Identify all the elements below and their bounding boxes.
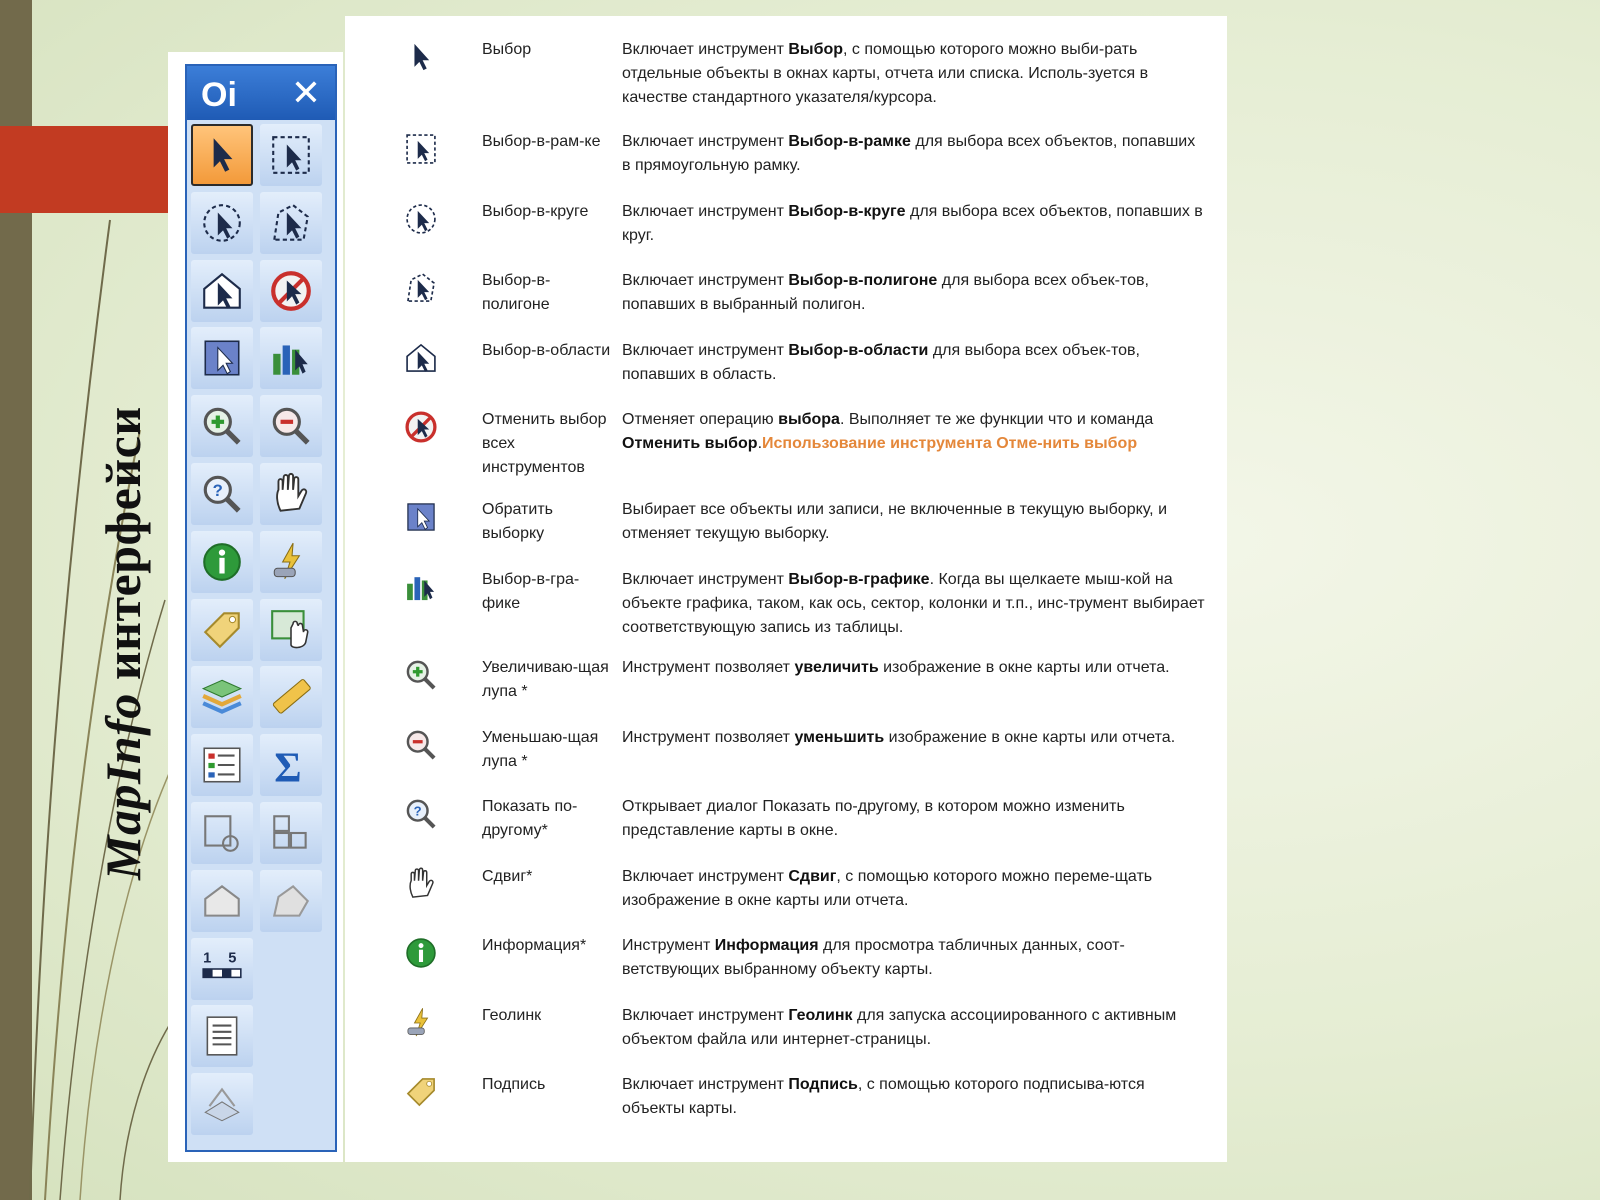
tool-name: Выбор bbox=[482, 41, 532, 58]
tool-name: Выбор-в-гра-фике bbox=[482, 571, 580, 612]
hotlink-icon bbox=[403, 1004, 439, 1042]
tool-description bbox=[622, 408, 1207, 456]
zoom-in-icon bbox=[199, 403, 245, 449]
tool-description bbox=[622, 269, 1207, 317]
toolbar-button-radius-select[interactable] bbox=[191, 192, 253, 254]
layer-control-icon bbox=[199, 674, 245, 720]
tool-description-text: Открывает диалог Показать по-другому, в котором можно изменить представление карты в окне. bbox=[622, 798, 1125, 839]
toolbar-button-boundary-select[interactable] bbox=[191, 260, 253, 322]
tool-description-text: Включает инструмент bbox=[622, 571, 789, 588]
tool-description bbox=[622, 1073, 1207, 1121]
tool-description-text: Включает инструмент bbox=[622, 342, 789, 359]
boundary-select-icon bbox=[403, 339, 439, 377]
zoom-in-icon bbox=[403, 656, 439, 694]
tool-description bbox=[622, 339, 1207, 387]
tool-description-text: Включает инструмент bbox=[622, 868, 789, 885]
select-icon bbox=[403, 38, 439, 76]
close-icon[interactable]: ✕ bbox=[290, 72, 321, 113]
hotlink-icon bbox=[268, 539, 314, 585]
drag-window-icon bbox=[268, 607, 314, 653]
tool-name: Выбор-в-рам-ке bbox=[482, 133, 601, 150]
tool-description-bold: Подпись bbox=[788, 1076, 858, 1093]
change-view-icon bbox=[403, 795, 439, 833]
tool-description-text: изображение в окне карты или отчета. bbox=[884, 729, 1176, 746]
tool-description-bold: Выбор-в-рамке bbox=[788, 133, 911, 150]
info-icon bbox=[403, 934, 439, 972]
tool-description bbox=[622, 865, 1207, 913]
tool-name: Подпись bbox=[482, 1076, 546, 1093]
toolbar-button-zoom-out[interactable] bbox=[260, 395, 322, 457]
tool-description-text: для выбора всех объек-тов, попавших в выбранный полигон. bbox=[622, 272, 1149, 313]
tool-description bbox=[622, 1004, 1207, 1052]
tool-description-text: Включает инструмент bbox=[622, 272, 789, 289]
toolbar-button-add-node[interactable] bbox=[260, 870, 322, 932]
tool-reference-table bbox=[345, 16, 1227, 1162]
toolbar-button-info[interactable] bbox=[191, 531, 253, 593]
tool-description bbox=[622, 795, 1207, 843]
ruler-icon bbox=[268, 674, 314, 720]
label-tag-icon bbox=[403, 1073, 439, 1111]
toolbar-button-grabber-hand[interactable] bbox=[260, 463, 322, 525]
tool-description-bold: Выбор-в-полигоне bbox=[788, 272, 938, 289]
graph-select-icon bbox=[268, 335, 314, 381]
tool-name: Сдвиг* bbox=[482, 868, 533, 885]
list-icon bbox=[199, 1013, 245, 1059]
tool-description-text: для выбора всех объек-тов, попавших в область. bbox=[622, 342, 1140, 383]
toolbar-titlebar[interactable] bbox=[187, 66, 335, 120]
tool-description bbox=[622, 130, 1207, 178]
set-clip-region-icon bbox=[268, 810, 314, 856]
tool-description-text: Включает инструмент bbox=[622, 133, 789, 150]
tool-description bbox=[622, 726, 1207, 750]
tool-name: Выбор-в-круге bbox=[482, 203, 589, 220]
toolbar-button-drag-window[interactable] bbox=[260, 599, 322, 661]
tool-description bbox=[622, 200, 1207, 248]
tool-description-text: Включает инструмент bbox=[622, 41, 789, 58]
toolbar-button-set-clip-region[interactable] bbox=[260, 802, 322, 864]
info-icon bbox=[199, 539, 245, 585]
tool-description-text: Инструмент bbox=[622, 937, 715, 954]
tool-description-text: , с помощью которого можно переме-щать изображение в окне карты или отчета. bbox=[622, 868, 1153, 909]
tool-name: Увеличиваю-щая лупа * bbox=[482, 659, 609, 700]
unselect-all-icon bbox=[268, 268, 314, 314]
tool-description bbox=[622, 498, 1207, 546]
boundary-select-icon bbox=[199, 268, 245, 314]
tool-description-bold: Выбор-в-области bbox=[788, 342, 929, 359]
tool-description-text: Отменяет операцию bbox=[622, 411, 779, 428]
polygon-select-icon bbox=[403, 269, 439, 307]
slide-accent-band bbox=[0, 126, 168, 213]
change-view-icon bbox=[199, 471, 245, 517]
tool-description-text: Выбирает все объекты или записи, не включенные в текущую выборку, и отменяет текущую выборку. bbox=[622, 501, 1167, 542]
marquee-select-icon bbox=[403, 130, 439, 168]
tool-name: Выбор-в-области bbox=[482, 342, 611, 359]
toolbar-button-layer-control[interactable] bbox=[191, 666, 253, 728]
tool-description-text: для запуска ассоциированного с активным объектом файла или интернет-страницы. bbox=[622, 1007, 1177, 1048]
tool-description-text: Включает инструмент bbox=[622, 1007, 789, 1024]
toolbar-button-scale-bar[interactable] bbox=[191, 938, 253, 1000]
tool-name: Выбор-в-полигоне bbox=[482, 272, 551, 313]
tool-name: Отменить выбор всех инструментов bbox=[482, 411, 607, 476]
toolbar-button-invert-selection[interactable] bbox=[191, 327, 253, 389]
tool-description bbox=[622, 38, 1207, 110]
tool-description bbox=[622, 568, 1207, 640]
zoom-out-icon bbox=[268, 403, 314, 449]
toolbar-button-ruler[interactable] bbox=[260, 666, 322, 728]
polygon-select-icon bbox=[268, 200, 314, 246]
grabber-hand-icon bbox=[403, 865, 439, 903]
toolbar-button-statistics[interactable] bbox=[260, 734, 322, 796]
toolbar-button-marquee-select[interactable] bbox=[260, 124, 322, 186]
toolbar-button-list[interactable] bbox=[191, 1005, 253, 1067]
unselect-all-icon bbox=[403, 408, 439, 446]
tool-description-text: Инструмент позволяет bbox=[622, 659, 795, 676]
grabber-hand-icon bbox=[268, 471, 314, 517]
tool-description-bold: Информация bbox=[714, 937, 819, 954]
tool-description-text: . bbox=[757, 435, 763, 452]
tool-description-text: Инструмент позволяет bbox=[622, 729, 795, 746]
tool-description-bold: выбора bbox=[778, 411, 840, 428]
tool-description-text: , с помощью которого подписыва-ются объекты карты. bbox=[622, 1076, 1145, 1117]
invert-selection-icon bbox=[199, 335, 245, 381]
3d-window-icon bbox=[199, 1081, 245, 1127]
tool-description-bold: Выбор bbox=[788, 41, 844, 58]
toolbar-button-polygon-select[interactable] bbox=[260, 192, 322, 254]
tool-description-text: . Выполняет те же функции что и команда bbox=[839, 411, 1154, 428]
clip-region-icon bbox=[199, 810, 245, 856]
toolbar-button-hotlink[interactable] bbox=[260, 531, 322, 593]
invert-selection-icon bbox=[403, 498, 439, 536]
tool-description-bold: Выбор-в-графике bbox=[788, 571, 930, 588]
label-tag-icon bbox=[199, 607, 245, 653]
main-toolbar bbox=[185, 64, 337, 1152]
tool-name: Уменьшаю-щая лупа * bbox=[482, 729, 599, 770]
tool-description-bold: Геолинк bbox=[788, 1007, 853, 1024]
tool-name: Геолинк bbox=[482, 1007, 542, 1024]
tool-description-bold: Выбор-в-круге bbox=[788, 203, 906, 220]
toolbar-button-label-tag[interactable] bbox=[191, 599, 253, 661]
toolbar-button-3d-window[interactable] bbox=[191, 1073, 253, 1135]
marquee-select-icon bbox=[268, 132, 314, 178]
radius-select-icon bbox=[403, 200, 439, 238]
tool-description-text: для просмотра табличных данных, соот-ветствующих выбранному объекту карты. bbox=[622, 937, 1125, 978]
tool-name: Информация* bbox=[482, 937, 587, 954]
graph-select-icon bbox=[403, 568, 439, 606]
toolbar-button-legend[interactable] bbox=[191, 734, 253, 796]
statistics-icon bbox=[268, 742, 314, 788]
zoom-out-icon bbox=[403, 726, 439, 764]
slide-title: MapInfo интерфейси bbox=[95, 406, 151, 880]
toolbar-button-change-view[interactable] bbox=[191, 463, 253, 525]
tool-description-bold: Отменить выбор bbox=[622, 435, 758, 452]
toolbar-button-clip-region[interactable] bbox=[191, 802, 253, 864]
legend-icon bbox=[199, 742, 245, 788]
tool-description-bold: уменьшить bbox=[794, 729, 885, 746]
tool-description-text: , с помощью которого можно выби-рать отдельные объекты в окнах карты, отчета или списка. Исполь-зуется в качестве стандартного указателя/курсора. bbox=[622, 41, 1149, 106]
add-node-icon bbox=[268, 878, 314, 924]
toolbar-button-unselect-all[interactable] bbox=[260, 260, 322, 322]
tool-description-text: . Когда вы щелкаете мыш-кой на объекте графика, таком, как ось, сектор, колонки и т.п., инс-трумент выбирает соответствующую запись из таблицы. bbox=[622, 571, 1205, 636]
toolbar-button-select[interactable] bbox=[191, 124, 253, 186]
toolbar-button-zoom-in[interactable] bbox=[191, 395, 253, 457]
toolbar-button-graph-select[interactable] bbox=[260, 327, 322, 389]
tool-description-text: для выбора всех объектов, попавших в круг. bbox=[622, 203, 1203, 244]
tool-description-text: изображение в окне карты или отчета. bbox=[878, 659, 1170, 676]
tool-description bbox=[622, 934, 1207, 982]
tool-description-text: для выбора всех объектов, попавших в прямоугольную рамку. bbox=[622, 133, 1196, 174]
tool-description-bold: увеличить bbox=[794, 659, 879, 676]
reshape-icon bbox=[199, 878, 245, 924]
tool-name: Обратить выборку bbox=[482, 501, 553, 542]
toolbar-title: Oi bbox=[201, 76, 237, 114]
select-icon bbox=[199, 132, 245, 178]
tool-description bbox=[622, 656, 1207, 680]
tool-description-text: Включает инструмент bbox=[622, 1076, 789, 1093]
scale-bar-icon bbox=[199, 946, 245, 992]
tool-name: Показать по-другому* bbox=[482, 798, 578, 839]
tool-description-bold: Сдвиг bbox=[788, 868, 837, 885]
help-link[interactable]: Использование инструмента Отме-нить выбор bbox=[762, 435, 1138, 452]
tool-description-text: Включает инструмент bbox=[622, 203, 789, 220]
toolbar-button-reshape[interactable] bbox=[191, 870, 253, 932]
radius-select-icon bbox=[199, 200, 245, 246]
